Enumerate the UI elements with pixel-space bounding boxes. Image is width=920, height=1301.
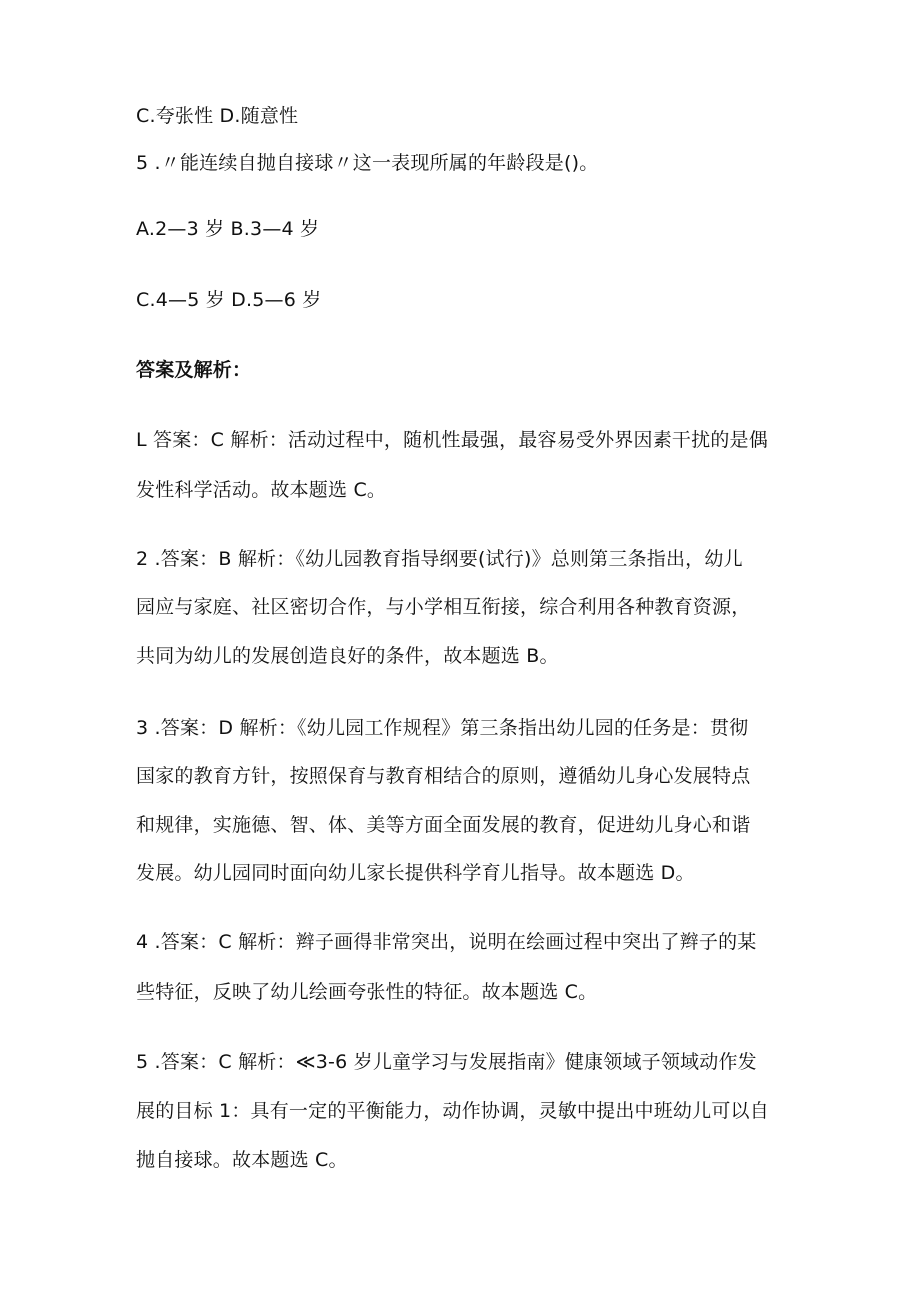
answer-3-line-3: 和规律，实施德、智、体、美等方面全面发展的教育，促进幼儿身心和谐 <box>136 814 751 836</box>
answer-2-line-2: 园应与家庭、社区密切合作，与小学相互衔接，综合利用各种教育资源， <box>136 596 751 618</box>
answer-1-line-1: L 答案：C 解析：活动过程中，随机性最强，最容易受外界因素干扰的是偶 <box>136 429 768 451</box>
answer-3-line-1: 3 .答案：D 解析：《幼儿园工作规程》第三条指出幼儿园的任务是：贯彻 <box>136 717 749 739</box>
question-5-stem: 5 .〃能连续自抛自接球〃这一表现所属的年龄段是()。 <box>136 152 599 174</box>
answer-3-line-4: 发展。幼儿园同时面向幼儿家长提供科学育儿指导。故本题选 D。 <box>136 862 695 884</box>
question-5-options-ab: A.2—3 岁 B.3—4 岁 <box>136 218 320 240</box>
answer-3-line-2: 国家的教育方针，按照保育与教育相结合的原则，遵循幼儿身心发展特点 <box>136 765 751 787</box>
answer-1-line-2: 发性科学活动。故本题选 C。 <box>136 479 387 501</box>
answer-2-line-3: 共同为幼儿的发展创造良好的条件，故本题选 B。 <box>136 645 559 667</box>
answers-heading: 答案及解析： <box>136 359 252 381</box>
answer-4-line-1: 4 .答案：C 解析：辫子画得非常突出，说明在绘画过程中突出了辫子的某 <box>136 931 757 953</box>
answer-5-line-2: 展的目标 1：具有一定的平衡能力，动作协调，灵敏中提出中班幼儿可以自 <box>136 1100 769 1122</box>
answer-4-line-2: 些特征，反映了幼儿绘画夸张性的特征。故本题选 C。 <box>136 981 598 1003</box>
question-5-options-cd: C.4—5 岁 D.5—6 岁 <box>136 289 322 311</box>
answer-5-line-1: 5 .答案：C 解析：≪3-6 岁儿童学习与发展指南》健康领域子领域动作发 <box>136 1051 757 1073</box>
answer-5-line-3: 抛自接球。故本题选 C。 <box>136 1149 348 1171</box>
answer-2-line-1: 2 .答案：B 解析：《幼儿园教育指导纲要(试行)》总则第三条指出，幼儿 <box>136 548 743 570</box>
question-4-options-cd: C.夸张性 D.随意性 <box>136 105 299 127</box>
